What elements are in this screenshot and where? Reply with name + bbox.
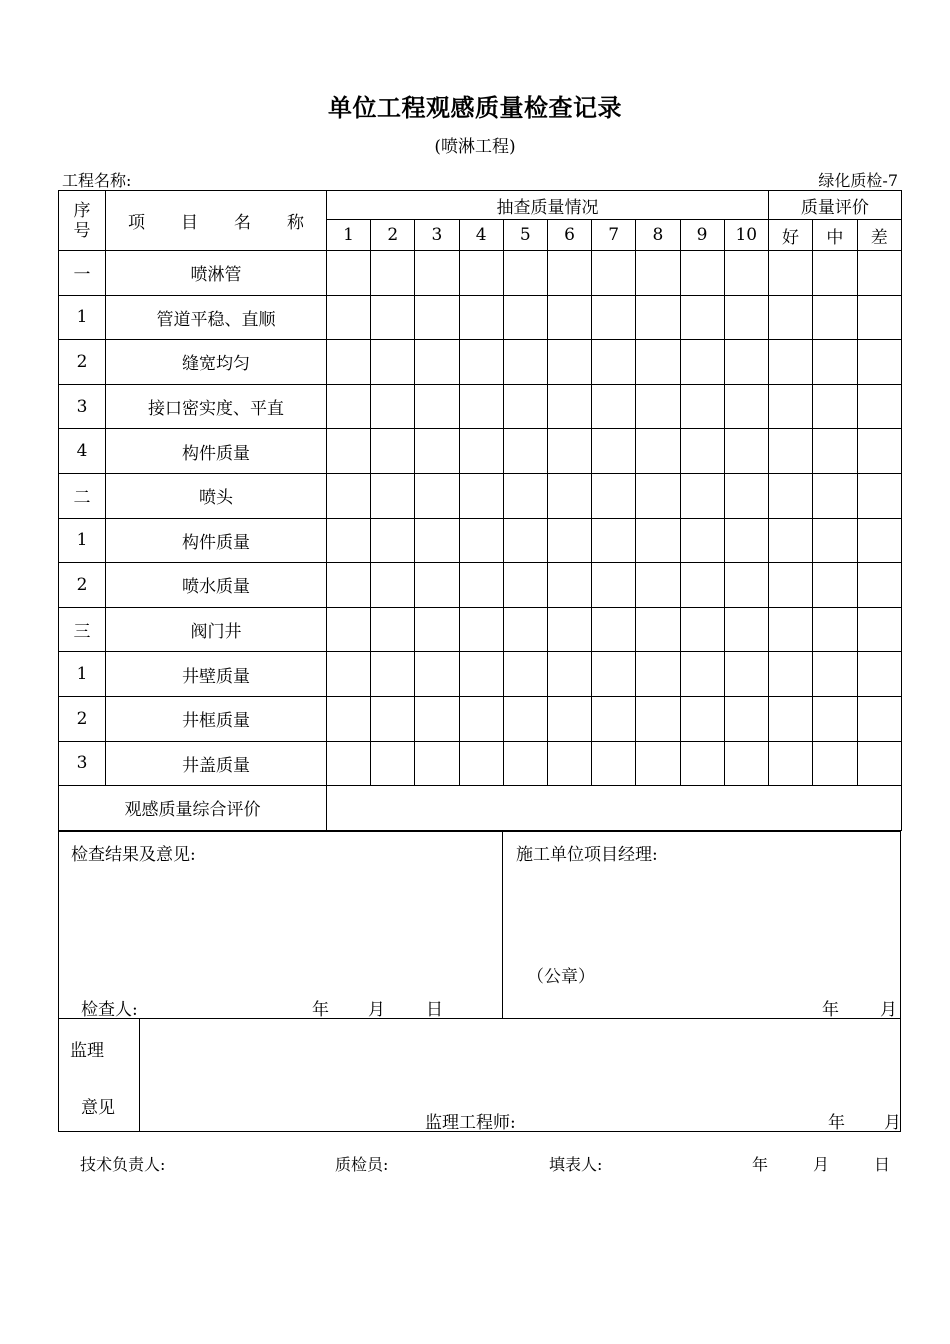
table-row xyxy=(59,696,902,741)
sample-col-header: 7 xyxy=(592,220,636,251)
footer-year: 年 xyxy=(752,1155,769,1174)
page-title: 单位工程观感质量检查记录 xyxy=(328,94,622,122)
sample-cell[interactable] xyxy=(636,741,680,786)
table-row xyxy=(59,652,902,697)
sample-cell[interactable] xyxy=(680,741,724,786)
sample-cell[interactable] xyxy=(680,652,724,697)
sample-cell[interactable] xyxy=(327,340,371,385)
sample-cell[interactable] xyxy=(327,473,371,518)
table-row xyxy=(59,607,902,652)
sample-cell[interactable] xyxy=(724,295,768,340)
eval-cell[interactable] xyxy=(813,741,857,786)
sample-cell[interactable] xyxy=(547,563,591,608)
sample-cell[interactable] xyxy=(724,473,768,518)
sample-cell[interactable] xyxy=(680,473,724,518)
eval-cell[interactable] xyxy=(768,518,812,563)
sample-cell[interactable] xyxy=(592,563,636,608)
eval-col-header-medium: 中 xyxy=(813,220,857,251)
inspector-label: 检查人: xyxy=(81,1000,138,1020)
eval-cell[interactable] xyxy=(857,429,901,474)
sample-cell[interactable] xyxy=(371,696,415,741)
sample-cell[interactable] xyxy=(459,696,503,741)
table-row xyxy=(59,563,902,608)
sample-cell[interactable] xyxy=(327,251,371,296)
sample-cell[interactable] xyxy=(327,295,371,340)
sample-cell[interactable] xyxy=(547,429,591,474)
eval-cell[interactable] xyxy=(813,295,857,340)
row-item-name: 管道平稳、直顺 xyxy=(106,295,327,340)
eval-cell[interactable] xyxy=(813,340,857,385)
row-item-name: 构件质量 xyxy=(106,429,327,474)
sample-cell[interactable] xyxy=(724,741,768,786)
sample-cell[interactable] xyxy=(547,741,591,786)
sample-cell[interactable] xyxy=(459,384,503,429)
eval-group-header: 质量评价 xyxy=(768,191,901,220)
table-row xyxy=(59,295,902,340)
sample-cell[interactable] xyxy=(459,473,503,518)
sample-cell[interactable] xyxy=(724,340,768,385)
eval-cell[interactable] xyxy=(857,607,901,652)
sample-cell[interactable] xyxy=(415,251,459,296)
eval-cell[interactable] xyxy=(813,563,857,608)
row-seq: 1 xyxy=(59,652,106,697)
sample-cell[interactable] xyxy=(592,340,636,385)
row-seq: 3 xyxy=(59,741,106,786)
footer-tech-lead: 技术负责人: xyxy=(80,1155,166,1174)
name-header-char: 项 xyxy=(128,213,145,233)
supervision-label-line2: 意见 xyxy=(81,1098,115,1118)
table-row xyxy=(59,429,902,474)
footer-qc: 质检员: xyxy=(335,1155,389,1174)
supervision-opinion-box[interactable] xyxy=(139,1018,901,1132)
manager-year: 年 xyxy=(822,1000,839,1020)
sample-cell[interactable] xyxy=(415,384,459,429)
eval-cell[interactable] xyxy=(857,518,901,563)
sample-cell[interactable] xyxy=(371,473,415,518)
sample-cell[interactable] xyxy=(415,295,459,340)
row-seq: 2 xyxy=(59,563,106,608)
sample-cell[interactable] xyxy=(636,563,680,608)
row-seq: 4 xyxy=(59,429,106,474)
sample-cell[interactable] xyxy=(636,295,680,340)
supervision-month: 月 xyxy=(884,1113,901,1133)
sample-cell[interactable] xyxy=(592,473,636,518)
eval-cell[interactable] xyxy=(857,563,901,608)
eval-cell[interactable] xyxy=(857,473,901,518)
sample-cell[interactable] xyxy=(371,607,415,652)
sample-cell[interactable] xyxy=(503,518,547,563)
eval-cell[interactable] xyxy=(768,340,812,385)
eval-cell[interactable] xyxy=(857,652,901,697)
sample-cell[interactable] xyxy=(724,696,768,741)
sample-cell[interactable] xyxy=(371,340,415,385)
sample-cell[interactable] xyxy=(415,518,459,563)
sample-cell[interactable] xyxy=(547,473,591,518)
sample-cell[interactable] xyxy=(636,384,680,429)
inspector-month: 月 xyxy=(368,1000,385,1020)
form-code: 绿化质检-7 xyxy=(818,171,898,190)
eval-cell[interactable] xyxy=(813,607,857,652)
supervision-year: 年 xyxy=(828,1113,845,1133)
sample-cell[interactable] xyxy=(371,295,415,340)
eval-cell[interactable] xyxy=(813,518,857,563)
row-item-name: 井框质量 xyxy=(106,696,327,741)
row-seq: 3 xyxy=(59,384,106,429)
row-seq: 一 xyxy=(59,251,106,296)
sample-cell[interactable] xyxy=(503,429,547,474)
sample-cell[interactable] xyxy=(459,295,503,340)
sample-cell[interactable] xyxy=(592,652,636,697)
table-row xyxy=(59,251,902,296)
sample-cell[interactable] xyxy=(459,429,503,474)
row-item-name: 喷淋管 xyxy=(106,251,327,296)
sample-cell[interactable] xyxy=(724,251,768,296)
sample-cell[interactable] xyxy=(636,473,680,518)
sample-cell[interactable] xyxy=(327,696,371,741)
sample-cell[interactable] xyxy=(371,518,415,563)
sample-cell[interactable] xyxy=(371,652,415,697)
sample-cell[interactable] xyxy=(327,518,371,563)
sample-col-header: 10 xyxy=(724,220,768,251)
sample-cell[interactable] xyxy=(547,696,591,741)
eval-cell[interactable] xyxy=(768,652,812,697)
sample-cell[interactable] xyxy=(459,518,503,563)
sample-cell[interactable] xyxy=(636,251,680,296)
sample-cell[interactable] xyxy=(592,295,636,340)
sample-cell[interactable] xyxy=(636,607,680,652)
eval-cell[interactable] xyxy=(768,251,812,296)
sample-cell[interactable] xyxy=(680,295,724,340)
sample-cell[interactable] xyxy=(680,340,724,385)
row-item-name: 构件质量 xyxy=(106,518,327,563)
eval-cell[interactable] xyxy=(857,340,901,385)
sample-cell[interactable] xyxy=(503,251,547,296)
manager-label: 施工单位项目经理: xyxy=(516,845,658,865)
eval-cell[interactable] xyxy=(857,251,901,296)
sample-cell[interactable] xyxy=(371,251,415,296)
sample-cell[interactable] xyxy=(592,429,636,474)
row-item-name: 阀门井 xyxy=(106,607,327,652)
eval-cell[interactable] xyxy=(857,295,901,340)
sample-col-header: 1 xyxy=(327,220,371,251)
eval-cell[interactable] xyxy=(813,251,857,296)
sample-cell[interactable] xyxy=(547,340,591,385)
sample-col-header: 6 xyxy=(547,220,591,251)
eval-cell[interactable] xyxy=(813,384,857,429)
table-row xyxy=(59,518,902,563)
row-item-name: 喷头 xyxy=(106,473,327,518)
sample-cell[interactable] xyxy=(327,607,371,652)
sample-cell[interactable] xyxy=(415,340,459,385)
sample-cell[interactable] xyxy=(592,518,636,563)
eval-cell[interactable] xyxy=(813,429,857,474)
row-item-name: 缝宽均匀 xyxy=(106,340,327,385)
sample-cell[interactable] xyxy=(327,429,371,474)
seal-label: （公章） xyxy=(527,967,595,987)
sample-cell[interactable] xyxy=(503,741,547,786)
project-name-label: 工程名称: xyxy=(62,171,132,190)
row-seq: 2 xyxy=(59,340,106,385)
sample-cell[interactable] xyxy=(327,384,371,429)
sample-cell[interactable] xyxy=(724,607,768,652)
name-header-char: 目 xyxy=(181,213,198,233)
sample-col-header: 8 xyxy=(636,220,680,251)
sample-cell[interactable] xyxy=(636,652,680,697)
sample-cell[interactable] xyxy=(592,251,636,296)
row-item-name: 井壁质量 xyxy=(106,652,327,697)
sample-cell[interactable] xyxy=(680,563,724,608)
row-seq: 1 xyxy=(59,295,106,340)
manager-month: 月 xyxy=(880,1000,897,1020)
sample-cell[interactable] xyxy=(459,652,503,697)
eval-cell[interactable] xyxy=(857,741,901,786)
sample-cell[interactable] xyxy=(415,652,459,697)
eval-cell[interactable] xyxy=(768,607,812,652)
row-item-name: 喷水质量 xyxy=(106,563,327,608)
sample-cell[interactable] xyxy=(327,563,371,608)
sample-cell[interactable] xyxy=(592,696,636,741)
footer-day: 日 xyxy=(874,1155,891,1174)
sample-cell[interactable] xyxy=(680,607,724,652)
sample-cell[interactable] xyxy=(547,251,591,296)
row-item-name: 井盖质量 xyxy=(106,741,327,786)
sample-cell[interactable] xyxy=(724,563,768,608)
sample-cell[interactable] xyxy=(503,563,547,608)
eval-cell[interactable] xyxy=(857,384,901,429)
sample-col-header: 2 xyxy=(371,220,415,251)
sample-cell[interactable] xyxy=(459,741,503,786)
sample-cell[interactable] xyxy=(547,518,591,563)
inspector-day: 日 xyxy=(426,1000,443,1020)
row-seq: 二 xyxy=(59,473,106,518)
sample-cell[interactable] xyxy=(680,696,724,741)
sample-cell[interactable] xyxy=(547,384,591,429)
footer-month: 月 xyxy=(813,1155,830,1174)
sample-cell[interactable] xyxy=(680,384,724,429)
row-seq: 三 xyxy=(59,607,106,652)
sample-cell[interactable] xyxy=(459,340,503,385)
eval-cell[interactable] xyxy=(768,429,812,474)
sample-cell[interactable] xyxy=(503,384,547,429)
eval-cell[interactable] xyxy=(768,741,812,786)
eval-cell[interactable] xyxy=(768,696,812,741)
row-seq: 2 xyxy=(59,696,106,741)
eval-cell[interactable] xyxy=(857,696,901,741)
sample-col-header: 3 xyxy=(415,220,459,251)
eval-cell[interactable] xyxy=(768,384,812,429)
sample-cell[interactable] xyxy=(371,741,415,786)
sample-cell[interactable] xyxy=(636,429,680,474)
supervision-label-line1: 监理 xyxy=(70,1041,104,1061)
sample-cell[interactable] xyxy=(371,384,415,429)
eval-cell[interactable] xyxy=(813,473,857,518)
eval-col-header-good: 好 xyxy=(768,220,812,251)
footer-filler: 填表人: xyxy=(549,1155,603,1174)
row-item-name: 接口密实度、平直 xyxy=(106,384,327,429)
page-subtitle: (喷淋工程) xyxy=(434,137,516,157)
inspection-table xyxy=(58,190,902,831)
sample-cell[interactable] xyxy=(547,607,591,652)
sample-cell[interactable] xyxy=(636,518,680,563)
sample-cell[interactable] xyxy=(503,607,547,652)
sample-cell[interactable] xyxy=(503,295,547,340)
sample-cell[interactable] xyxy=(547,295,591,340)
sample-cell[interactable] xyxy=(636,696,680,741)
item-name-header xyxy=(106,191,327,251)
sample-cell[interactable] xyxy=(592,384,636,429)
seq-header xyxy=(59,191,106,251)
sample-col-header: 4 xyxy=(459,220,503,251)
sample-cell[interactable] xyxy=(415,429,459,474)
sample-cell[interactable] xyxy=(636,340,680,385)
sample-cell[interactable] xyxy=(327,741,371,786)
sample-cell[interactable] xyxy=(415,607,459,652)
sample-cell[interactable] xyxy=(415,696,459,741)
sample-cell[interactable] xyxy=(371,429,415,474)
table-row xyxy=(59,340,902,385)
sample-cell[interactable] xyxy=(415,741,459,786)
eval-cell[interactable] xyxy=(813,696,857,741)
seq-header-bottom: 号 xyxy=(73,220,91,241)
inspector-year: 年 xyxy=(312,1000,329,1020)
summary-value-cell[interactable] xyxy=(327,786,902,831)
sample-cell[interactable] xyxy=(724,518,768,563)
sample-group-header: 抽查质量情况 xyxy=(327,191,769,220)
sample-cell[interactable] xyxy=(680,251,724,296)
sample-col-header: 5 xyxy=(503,220,547,251)
sample-cell[interactable] xyxy=(327,652,371,697)
sample-cell[interactable] xyxy=(680,429,724,474)
eval-cell[interactable] xyxy=(768,563,812,608)
table-row xyxy=(59,473,902,518)
sample-col-header: 9 xyxy=(680,220,724,251)
seq-header-top: 序 xyxy=(73,200,91,221)
sample-cell[interactable] xyxy=(592,607,636,652)
sample-cell[interactable] xyxy=(415,473,459,518)
sample-cell[interactable] xyxy=(724,429,768,474)
sample-cell[interactable] xyxy=(724,652,768,697)
result-label: 检查结果及意见: xyxy=(71,845,196,865)
summary-label: 观感质量综合评价 xyxy=(59,786,327,831)
table-row xyxy=(59,741,902,786)
eval-col-header-poor: 差 xyxy=(857,220,901,251)
sample-cell[interactable] xyxy=(459,251,503,296)
sample-cell[interactable] xyxy=(503,652,547,697)
eval-cell[interactable] xyxy=(768,295,812,340)
sample-cell[interactable] xyxy=(503,696,547,741)
sample-cell[interactable] xyxy=(547,652,591,697)
sample-cell[interactable] xyxy=(371,563,415,608)
sample-cell[interactable] xyxy=(680,518,724,563)
name-header-char: 称 xyxy=(287,213,304,233)
sample-cell[interactable] xyxy=(415,563,459,608)
sample-cell[interactable] xyxy=(503,473,547,518)
sample-cell[interactable] xyxy=(459,607,503,652)
eval-cell[interactable] xyxy=(768,473,812,518)
sample-cell[interactable] xyxy=(592,741,636,786)
sample-cell[interactable] xyxy=(503,340,547,385)
name-header-char: 名 xyxy=(234,213,251,233)
row-seq: 1 xyxy=(59,518,106,563)
supervision-engineer-label: 监理工程师: xyxy=(425,1113,516,1133)
table-row xyxy=(59,384,902,429)
sample-cell[interactable] xyxy=(724,384,768,429)
eval-cell[interactable] xyxy=(813,652,857,697)
sample-cell[interactable] xyxy=(459,563,503,608)
